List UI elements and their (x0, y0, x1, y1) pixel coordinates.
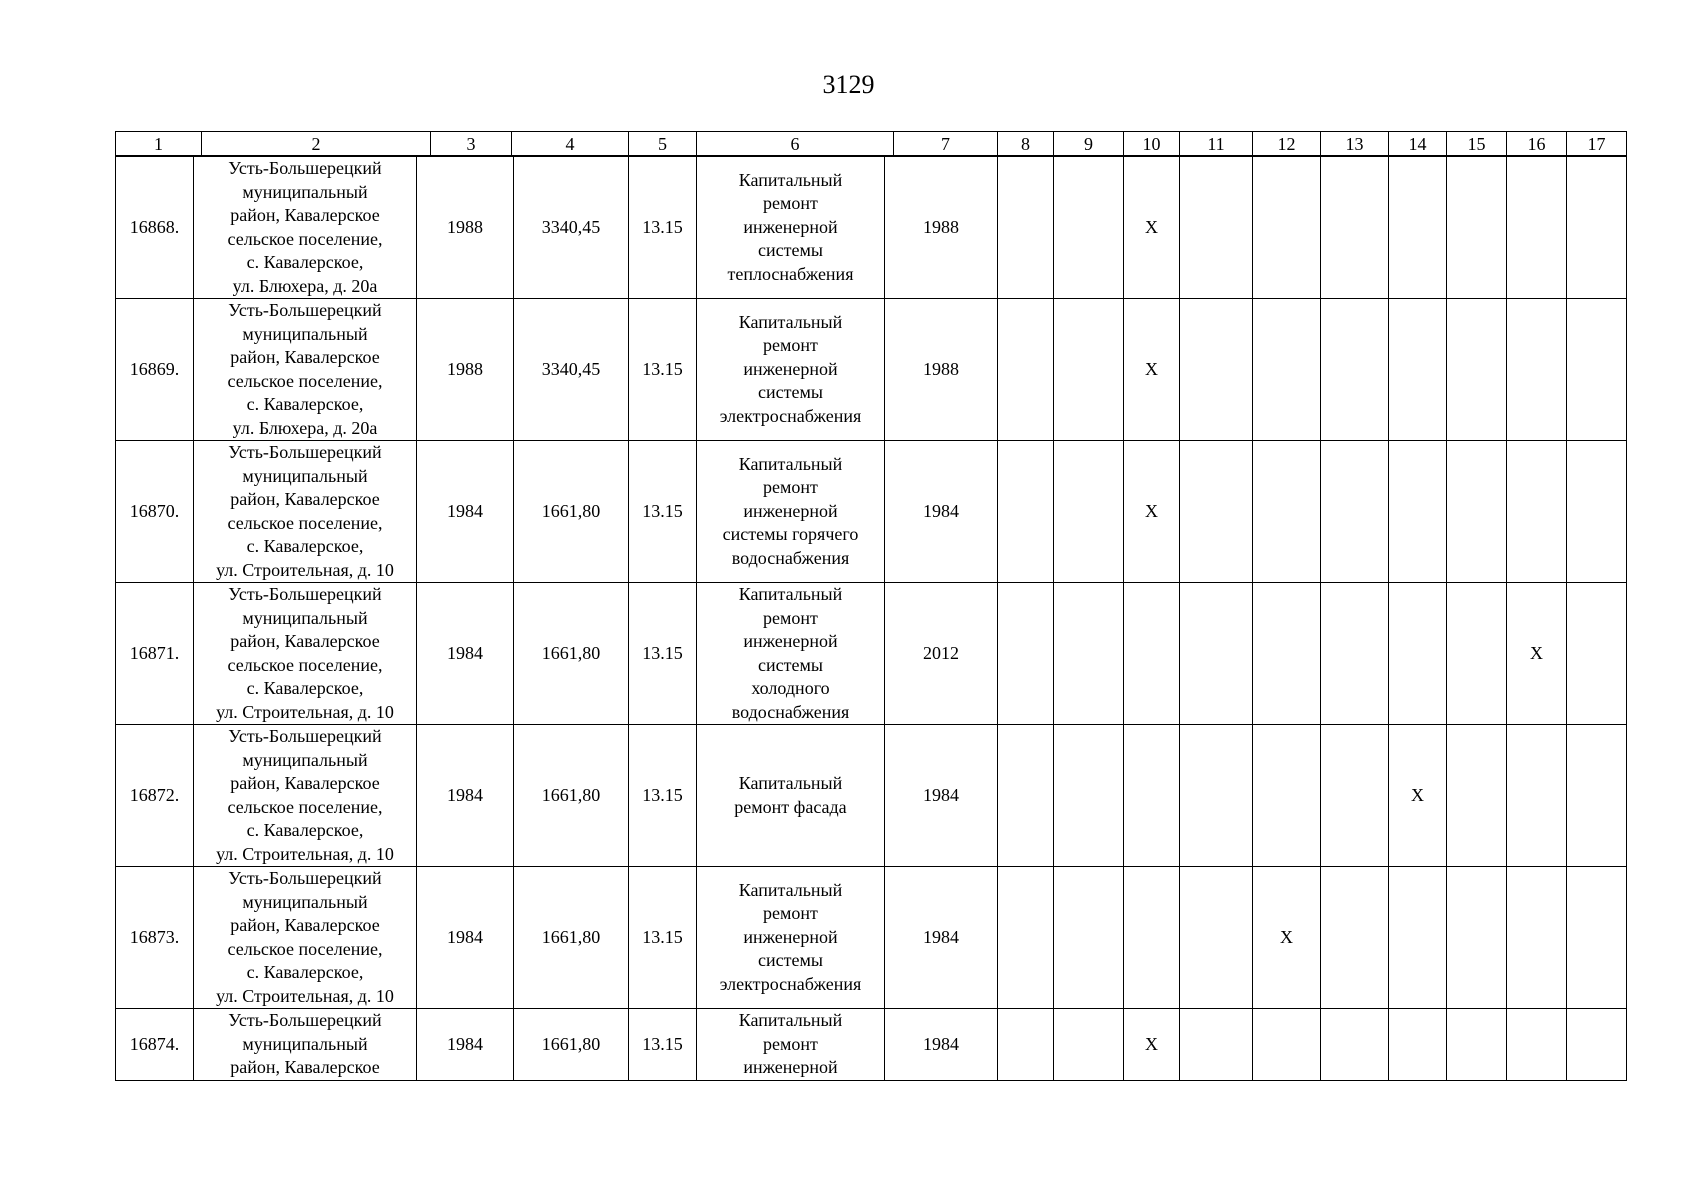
empty-cell (1253, 583, 1321, 725)
code-cell: 13.15 (629, 725, 697, 867)
row-number: 16869. (116, 299, 194, 441)
work-type-cell: Капитальный ремонт инженерной (697, 1009, 885, 1081)
empty-cell (1389, 441, 1447, 583)
mark-cell: X (1124, 299, 1180, 441)
repair-year-cell: 1984 (885, 1009, 998, 1081)
empty-cell (1253, 725, 1321, 867)
repair-year-cell: 1984 (885, 867, 998, 1009)
empty-cell (1507, 441, 1567, 583)
code-cell: 13.15 (629, 867, 697, 1009)
empty-cell (1180, 157, 1253, 299)
empty-cell (998, 299, 1054, 441)
address-cell: Усть-Большерецкий муниципальный район, Кавалерское сельское поселение, с. Кавалерское, ул. Блюхера, д. 20а (194, 157, 417, 299)
empty-cell (1253, 299, 1321, 441)
empty-cell (998, 157, 1054, 299)
table-row (116, 1009, 1627, 1081)
work-type-cell: Капитальный ремонт инженерной системы электроснабжения (697, 867, 885, 1009)
empty-cell (1567, 157, 1627, 299)
header-row (116, 132, 1627, 156)
column-header-1: 1 (116, 132, 202, 156)
empty-cell (1567, 867, 1627, 1009)
column-header-3: 3 (431, 132, 512, 156)
column-header-8: 8 (998, 132, 1054, 156)
build-year-cell: 1984 (417, 583, 514, 725)
empty-cell (1180, 441, 1253, 583)
work-type-cell: Капитальный ремонт инженерной системы холодного водоснабжения (697, 583, 885, 725)
code-cell: 13.15 (629, 441, 697, 583)
empty-cell (1321, 583, 1389, 725)
column-header-17: 17 (1567, 132, 1627, 156)
empty-cell (1567, 441, 1627, 583)
code-cell: 13.15 (629, 299, 697, 441)
column-header-14: 14 (1389, 132, 1447, 156)
empty-cell (1447, 299, 1507, 441)
empty-cell (1447, 157, 1507, 299)
table-row (116, 299, 1627, 441)
mark-cell: X (1124, 157, 1180, 299)
empty-cell (1321, 157, 1389, 299)
address-cell: Усть-Большерецкий муниципальный район, Кавалерское сельское поселение, с. Кавалерское, ул. Строительная, д. 10 (194, 867, 417, 1009)
empty-cell (1253, 441, 1321, 583)
row-number: 16874. (116, 1009, 194, 1081)
row-number: 16872. (116, 725, 194, 867)
empty-cell (1507, 1009, 1567, 1081)
empty-cell (1567, 725, 1627, 867)
column-header-13: 13 (1321, 132, 1389, 156)
table-row (116, 441, 1627, 583)
empty-cell (1321, 1009, 1389, 1081)
row-number: 16871. (116, 583, 194, 725)
empty-cell (1321, 867, 1389, 1009)
empty-cell (1507, 725, 1567, 867)
area-cell: 1661,80 (514, 583, 629, 725)
empty-cell (1507, 867, 1567, 1009)
code-cell: 13.15 (629, 583, 697, 725)
table-row (116, 725, 1627, 867)
row-number: 16873. (116, 867, 194, 1009)
empty-cell (1447, 441, 1507, 583)
mark-cell: X (1124, 441, 1180, 583)
empty-cell (1507, 157, 1567, 299)
column-header-2: 2 (202, 132, 431, 156)
repair-year-cell: 1984 (885, 725, 998, 867)
empty-cell (1253, 157, 1321, 299)
mark-cell: X (1507, 583, 1567, 725)
table-row (116, 157, 1627, 299)
repair-year-cell: 2012 (885, 583, 998, 725)
column-header-12: 12 (1253, 132, 1321, 156)
column-header-7: 7 (894, 132, 998, 156)
area-cell: 3340,45 (514, 157, 629, 299)
code-cell: 13.15 (629, 1009, 697, 1081)
empty-cell (1253, 1009, 1321, 1081)
area-cell: 1661,80 (514, 441, 629, 583)
build-year-cell: 1988 (417, 299, 514, 441)
column-header-15: 15 (1447, 132, 1507, 156)
empty-cell (1180, 725, 1253, 867)
empty-cell (1180, 583, 1253, 725)
empty-cell (1567, 1009, 1627, 1081)
build-year-cell: 1984 (417, 441, 514, 583)
empty-cell (1447, 725, 1507, 867)
address-cell: Усть-Большерецкий муниципальный район, Кавалерское (194, 1009, 417, 1081)
repair-year-cell: 1988 (885, 157, 998, 299)
empty-cell (1389, 583, 1447, 725)
work-type-cell: Капитальный ремонт фасада (697, 725, 885, 867)
empty-cell (1124, 867, 1180, 1009)
column-header-10: 10 (1124, 132, 1180, 156)
empty-cell (998, 725, 1054, 867)
empty-cell (1054, 441, 1124, 583)
empty-cell (1180, 1009, 1253, 1081)
address-cell: Усть-Большерецкий муниципальный район, Кавалерское сельское поселение, с. Кавалерское, ул. Блюхера, д. 20а (194, 299, 417, 441)
mark-cell: X (1253, 867, 1321, 1009)
mark-cell: X (1124, 1009, 1180, 1081)
empty-cell (1124, 725, 1180, 867)
empty-cell (1054, 1009, 1124, 1081)
empty-cell (998, 1009, 1054, 1081)
page-number: 3129 (822, 70, 875, 99)
mark-cell: X (1389, 725, 1447, 867)
column-header-4: 4 (512, 132, 629, 156)
empty-cell (1321, 725, 1389, 867)
empty-cell (1389, 1009, 1447, 1081)
repair-schedule-table (115, 156, 1627, 1081)
empty-cell (1321, 299, 1389, 441)
empty-cell (1054, 157, 1124, 299)
build-year-cell: 1984 (417, 1009, 514, 1081)
empty-cell (1389, 299, 1447, 441)
work-type-cell: Капитальный ремонт инженерной системы горячего водоснабжения (697, 441, 885, 583)
code-cell: 13.15 (629, 157, 697, 299)
column-header-16: 16 (1507, 132, 1567, 156)
empty-cell (1507, 299, 1567, 441)
area-cell: 1661,80 (514, 867, 629, 1009)
table-row (116, 583, 1627, 725)
empty-cell (1054, 299, 1124, 441)
area-cell: 3340,45 (514, 299, 629, 441)
column-header-6: 6 (697, 132, 894, 156)
empty-cell (1321, 441, 1389, 583)
empty-cell (1180, 867, 1253, 1009)
address-cell: Усть-Большерецкий муниципальный район, Кавалерское сельское поселение, с. Кавалерское, ул. Строительная, д. 10 (194, 725, 417, 867)
empty-cell (1447, 867, 1507, 1009)
table-row (116, 867, 1627, 1009)
empty-cell (1389, 867, 1447, 1009)
row-number: 16868. (116, 157, 194, 299)
column-header-5: 5 (629, 132, 697, 156)
empty-cell (1054, 583, 1124, 725)
empty-cell (1389, 157, 1447, 299)
column-header-11: 11 (1180, 132, 1253, 156)
row-number: 16870. (116, 441, 194, 583)
empty-cell (998, 583, 1054, 725)
empty-cell (1447, 1009, 1507, 1081)
build-year-cell: 1984 (417, 725, 514, 867)
work-type-cell: Капитальный ремонт инженерной системы электроснабжения (697, 299, 885, 441)
empty-cell (1567, 299, 1627, 441)
repair-year-cell: 1984 (885, 441, 998, 583)
empty-cell (1567, 583, 1627, 725)
empty-cell (1124, 583, 1180, 725)
repair-year-cell: 1988 (885, 299, 998, 441)
empty-cell (1054, 725, 1124, 867)
address-cell: Усть-Большерецкий муниципальный район, Кавалерское сельское поселение, с. Кавалерское, ул. Строительная, д. 10 (194, 583, 417, 725)
column-number-header (115, 131, 1627, 156)
empty-cell (998, 867, 1054, 1009)
empty-cell (1180, 299, 1253, 441)
empty-cell (1447, 583, 1507, 725)
area-cell: 1661,80 (514, 1009, 629, 1081)
empty-cell (1054, 867, 1124, 1009)
empty-cell (998, 441, 1054, 583)
area-cell: 1661,80 (514, 725, 629, 867)
work-type-cell: Капитальный ремонт инженерной системы теплоснабжения (697, 157, 885, 299)
column-header-9: 9 (1054, 132, 1124, 156)
address-cell: Усть-Большерецкий муниципальный район, Кавалерское сельское поселение, с. Кавалерское, ул. Строительная, д. 10 (194, 441, 417, 583)
build-year-cell: 1988 (417, 157, 514, 299)
build-year-cell: 1984 (417, 867, 514, 1009)
